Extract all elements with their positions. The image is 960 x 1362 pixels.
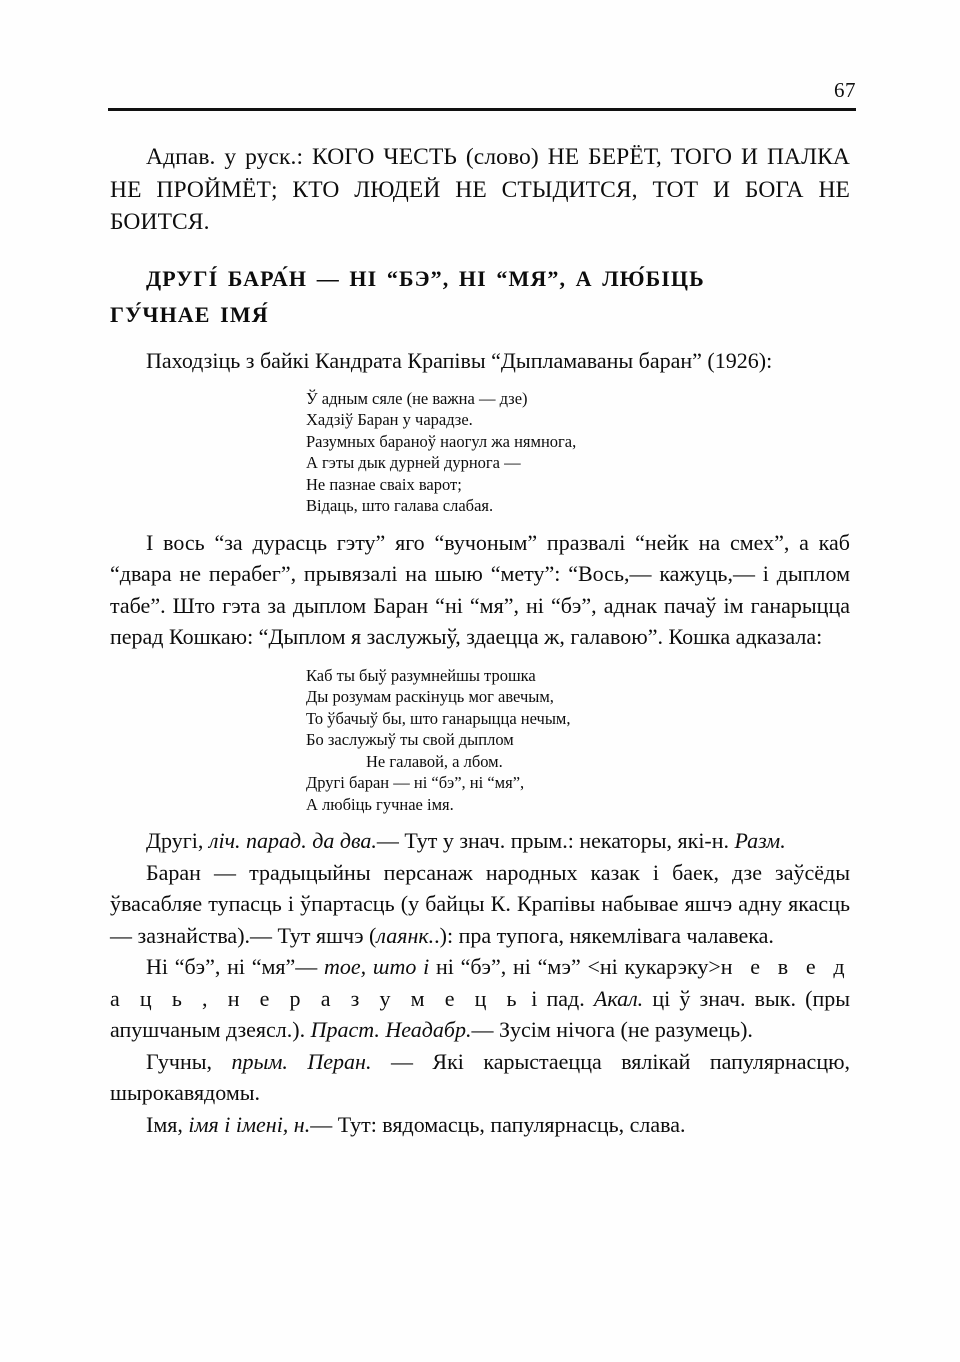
- verse-line: Другі баран — ні “бэ”, ні “мя”,: [306, 773, 525, 792]
- gloss-headword: Баран: [146, 859, 201, 885]
- gloss-grammar: прым.: [231, 1048, 288, 1074]
- verse-quotation-2: [110, 665, 850, 816]
- gloss-definition: Які карыстаецца вялікай папулярнасцю, шырокавядомы.: [110, 1048, 851, 1105]
- gloss-dash: —: [214, 859, 237, 885]
- gloss-definition: традыцыйны персанаж народных казак і баек, дзе заўсёды ўвасабляе тупасць і ўпартасць (у байцы К. Крапівы набывае яшчэ адну якасць — зазнайства).— Тут яшчэ (: [110, 859, 850, 948]
- russian-equivalent-paragraph: [110, 141, 850, 239]
- equivalent-text: КОГО ЧЕСТЬ (слово) НЕ БЕРЁТ, ТОГО И ПАЛКА НЕ ПРОЙМЁТ; КТО ЛЮДЕЙ НЕ СТЫДИТСЯ, ТОТ И БОГА НЕ БОИТСЯ.: [110, 144, 850, 235]
- verse-line: Каб ты быў разумнейшы трошка: [306, 665, 536, 685]
- equivalent-label: Адпав. у руск.:: [146, 144, 304, 170]
- gloss-tail-pre: і пад.: [531, 985, 585, 1011]
- gloss-dash: —: [376, 828, 399, 853]
- gloss-guchny: [110, 1046, 850, 1109]
- gloss-ni-be-ni-mia: [110, 951, 850, 1046]
- entry-headword: [110, 261, 850, 333]
- page-number: 67: [834, 78, 856, 102]
- gloss-definition: Тут у знач. прым.: некаторы, які-н.: [404, 828, 730, 853]
- text-block: [110, 141, 850, 1140]
- verse-line: Разумных бараноў наогул жа нямнога,: [306, 431, 577, 451]
- gloss-grammar: ліч. парад. да два.: [208, 828, 377, 853]
- page-header: [108, 78, 856, 111]
- verse-line: То ўбачыў бы, што ганарыцца нечым,: [306, 708, 571, 728]
- verse-line: Не галавой, а лбом.: [366, 751, 503, 771]
- headword-line-2: ГУ́ЧНАЕ ІМЯ́: [110, 301, 269, 327]
- gloss-headword: Гучны,: [146, 1048, 212, 1074]
- gloss-headword: Ні “бэ”, ні “мя”—: [146, 954, 318, 979]
- gloss-variant: ні “бэ”, ні “мэ” <ні кукарэку>: [435, 954, 721, 979]
- verse-line: А гэты дык дурней дурнога —: [306, 453, 521, 472]
- gloss-mark: лаянк.: [376, 922, 435, 948]
- gloss-mark-akal: Акал.: [593, 985, 644, 1011]
- headword-line-1: ДРУГІ́ БАРА́Н — НІ “БЭ”, НІ “МЯ”, А ЛЮ́БІЦЬ: [146, 265, 705, 291]
- gloss-mark-prast: Праст. Неадабр.: [310, 1017, 472, 1042]
- verse-line: Ды розумам раскінуць мог авечым,: [306, 687, 554, 706]
- gloss-mark: Разм.: [734, 828, 786, 853]
- verse-line: Відаць, што галава слабая.: [306, 496, 494, 515]
- verse-line: Хадзіў Баран у чарадзе.: [306, 410, 473, 429]
- header-rule: [108, 108, 856, 111]
- gloss-headword: Другі,: [146, 828, 204, 853]
- gloss-dash: —: [390, 1048, 413, 1074]
- gloss-spaced-phrase: н е в е д а ц ь , н е р а з у м е ц ь: [110, 954, 851, 1011]
- gloss-dash: —: [310, 1111, 333, 1137]
- verse-line: А любіць гучнае імя.: [306, 794, 454, 814]
- gloss-tail: — Зусім нічога (не разумець).: [471, 1017, 753, 1042]
- gloss-mid-2: ці ў знач. вык. (пры апушчаным дзеясл.).: [110, 985, 851, 1042]
- verse-line: Ў адным сяле (не важна — дзе): [306, 388, 528, 408]
- entry-origin: Паходзіць з байкі Кандрата Крапівы “Дыпламаваны баран” (1926):: [146, 347, 773, 373]
- verse-quotation-1: [110, 388, 850, 517]
- gloss-grammar: тое, што і: [324, 954, 430, 979]
- verse-line: Бо заслужыў ты свой дыплом: [306, 730, 514, 749]
- commentary-paragraph: І вось “за дурасць гэту” яго “вучоным” празвалі “нейк на смех”, а каб “двара не перабег”, прывязалі на шыю “мету”: “Вось,— кажуць,— і дыплом табе”. Што гэта за дыплом Баран “ні “мя”, ні “бэ”, аднак пачаў ім ганарыцца перад Кошкаю: “Дыплом я заслужыў, здаецца ж, галавою”. Кошка адказала:: [110, 529, 850, 649]
- gloss-headword: Імя,: [146, 1111, 183, 1137]
- gloss-imia: [110, 1109, 850, 1141]
- gloss-grammar: імя і імені, н.: [188, 1111, 311, 1137]
- gloss-definition: Тут: вядомасць, папулярнасць, слава.: [337, 1111, 686, 1137]
- gloss-drugi: [110, 825, 850, 857]
- verse-line: Не пазнае сваіх варот;: [306, 474, 462, 494]
- gloss-tail: .): пра тупога, някемлівага чалавека.: [434, 922, 774, 948]
- gloss-mark: Перан.: [307, 1048, 372, 1074]
- gloss-baran: [110, 857, 850, 952]
